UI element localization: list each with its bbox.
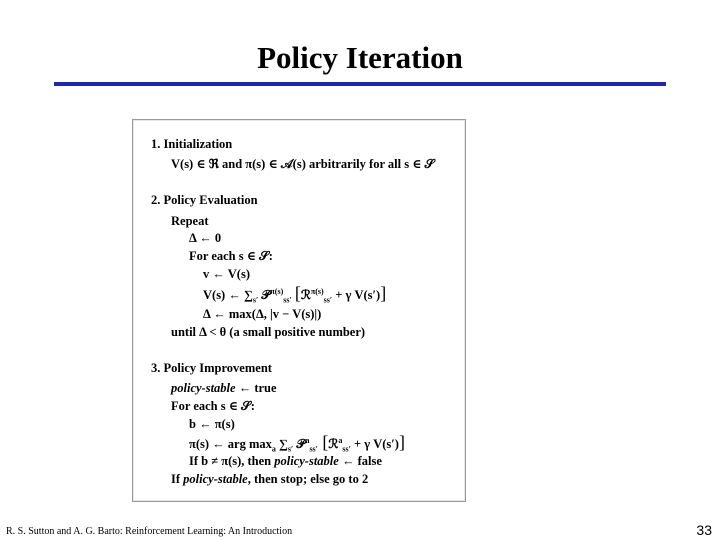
stop-var: policy-stable (183, 472, 248, 486)
initialization-line: V(s) ∈ ℜ and π(s) ∈ 𝒜(s) arbitrarily for all s ∈ 𝒮 (171, 157, 435, 171)
argmax-subscript: a (271, 444, 276, 454)
for-each-state-line: For each s ∈ 𝒮: (189, 249, 273, 263)
transition-prob-superscript: π(s) (270, 286, 284, 296)
policy-sum-subscript: s′ (287, 444, 294, 454)
stop-prefix: If (171, 472, 184, 486)
policy-reward-symbol: ℛ (328, 437, 339, 451)
repeat-line: Repeat (171, 214, 209, 228)
policy-reward-superscript: a (338, 435, 343, 445)
policy-transition-symbol: 𝒫 (293, 437, 306, 451)
page-number: 33 (696, 522, 712, 538)
improvement-for-each-line: For each s ∈ 𝒮: (171, 399, 255, 413)
policy-stable-init-line (171, 380, 277, 397)
value-sum-subscript: s′ (252, 295, 259, 305)
value-bracket-open: [ (294, 283, 301, 303)
policy-update-line (189, 434, 405, 453)
policy-stable-var: policy-stable (171, 381, 236, 395)
initialization-heading: 1. Initialization (151, 137, 233, 151)
if-changed-prefix: If b ≠ π(s), then (189, 454, 275, 468)
slide-title: Policy Iteration (257, 40, 463, 75)
delta-update-line: Δ ← max(Δ, |v − V(s)|) (203, 307, 322, 321)
reward-symbol: ℛ (300, 288, 311, 302)
policy-reward-subscript: ss′ (342, 444, 351, 454)
if-changed-suffix: ← false (338, 454, 382, 468)
value-update-tail: + γ V(s′) (335, 288, 381, 302)
improvement-heading: 3. Policy Improvement (151, 361, 272, 375)
if-changed-var: policy-stable (274, 454, 339, 468)
algorithm-box (132, 119, 466, 502)
footer-citation: R. S. Sutton and A. G. Barto: Reinforcement Learning: An Introduction (6, 526, 293, 537)
value-bracket-close: ] (380, 283, 387, 303)
if-changed-line (189, 453, 382, 470)
evaluation-heading: 2. Policy Evaluation (151, 193, 258, 207)
transition-prob-subscript: ss′ (283, 295, 292, 305)
stop-suffix: , then stop; else go to 2 (247, 472, 369, 486)
v-assign-line: v ← V(s) (203, 267, 250, 281)
delta-init-line: Δ ← 0 (189, 231, 222, 245)
stop-line (171, 471, 368, 488)
policy-bracket-open: [ (317, 432, 329, 452)
policy-update-tail: + γ V(s′) (350, 437, 399, 451)
policy-update-prefix: π(s) ← arg max (189, 437, 272, 451)
value-update-line (203, 285, 386, 304)
title-underline (54, 82, 666, 86)
policy-transition-subscript: ss′ (309, 444, 318, 454)
reward-superscript: π(s) (310, 286, 324, 296)
b-assign-line: b ← π(s) (189, 417, 235, 431)
policy-sum-symbol: ∑ (275, 437, 288, 451)
reward-subscript: ss′ (323, 295, 333, 305)
policy-stable-assign: ← true (235, 381, 277, 395)
policy-bracket-close: ] (398, 432, 405, 452)
until-line: until Δ < θ (a small positive number) (171, 325, 366, 339)
policy-transition-superscript: a (305, 435, 310, 445)
transition-prob-symbol: 𝒫 (261, 288, 271, 302)
value-update-prefix: V(s) ← ∑ (203, 288, 253, 302)
